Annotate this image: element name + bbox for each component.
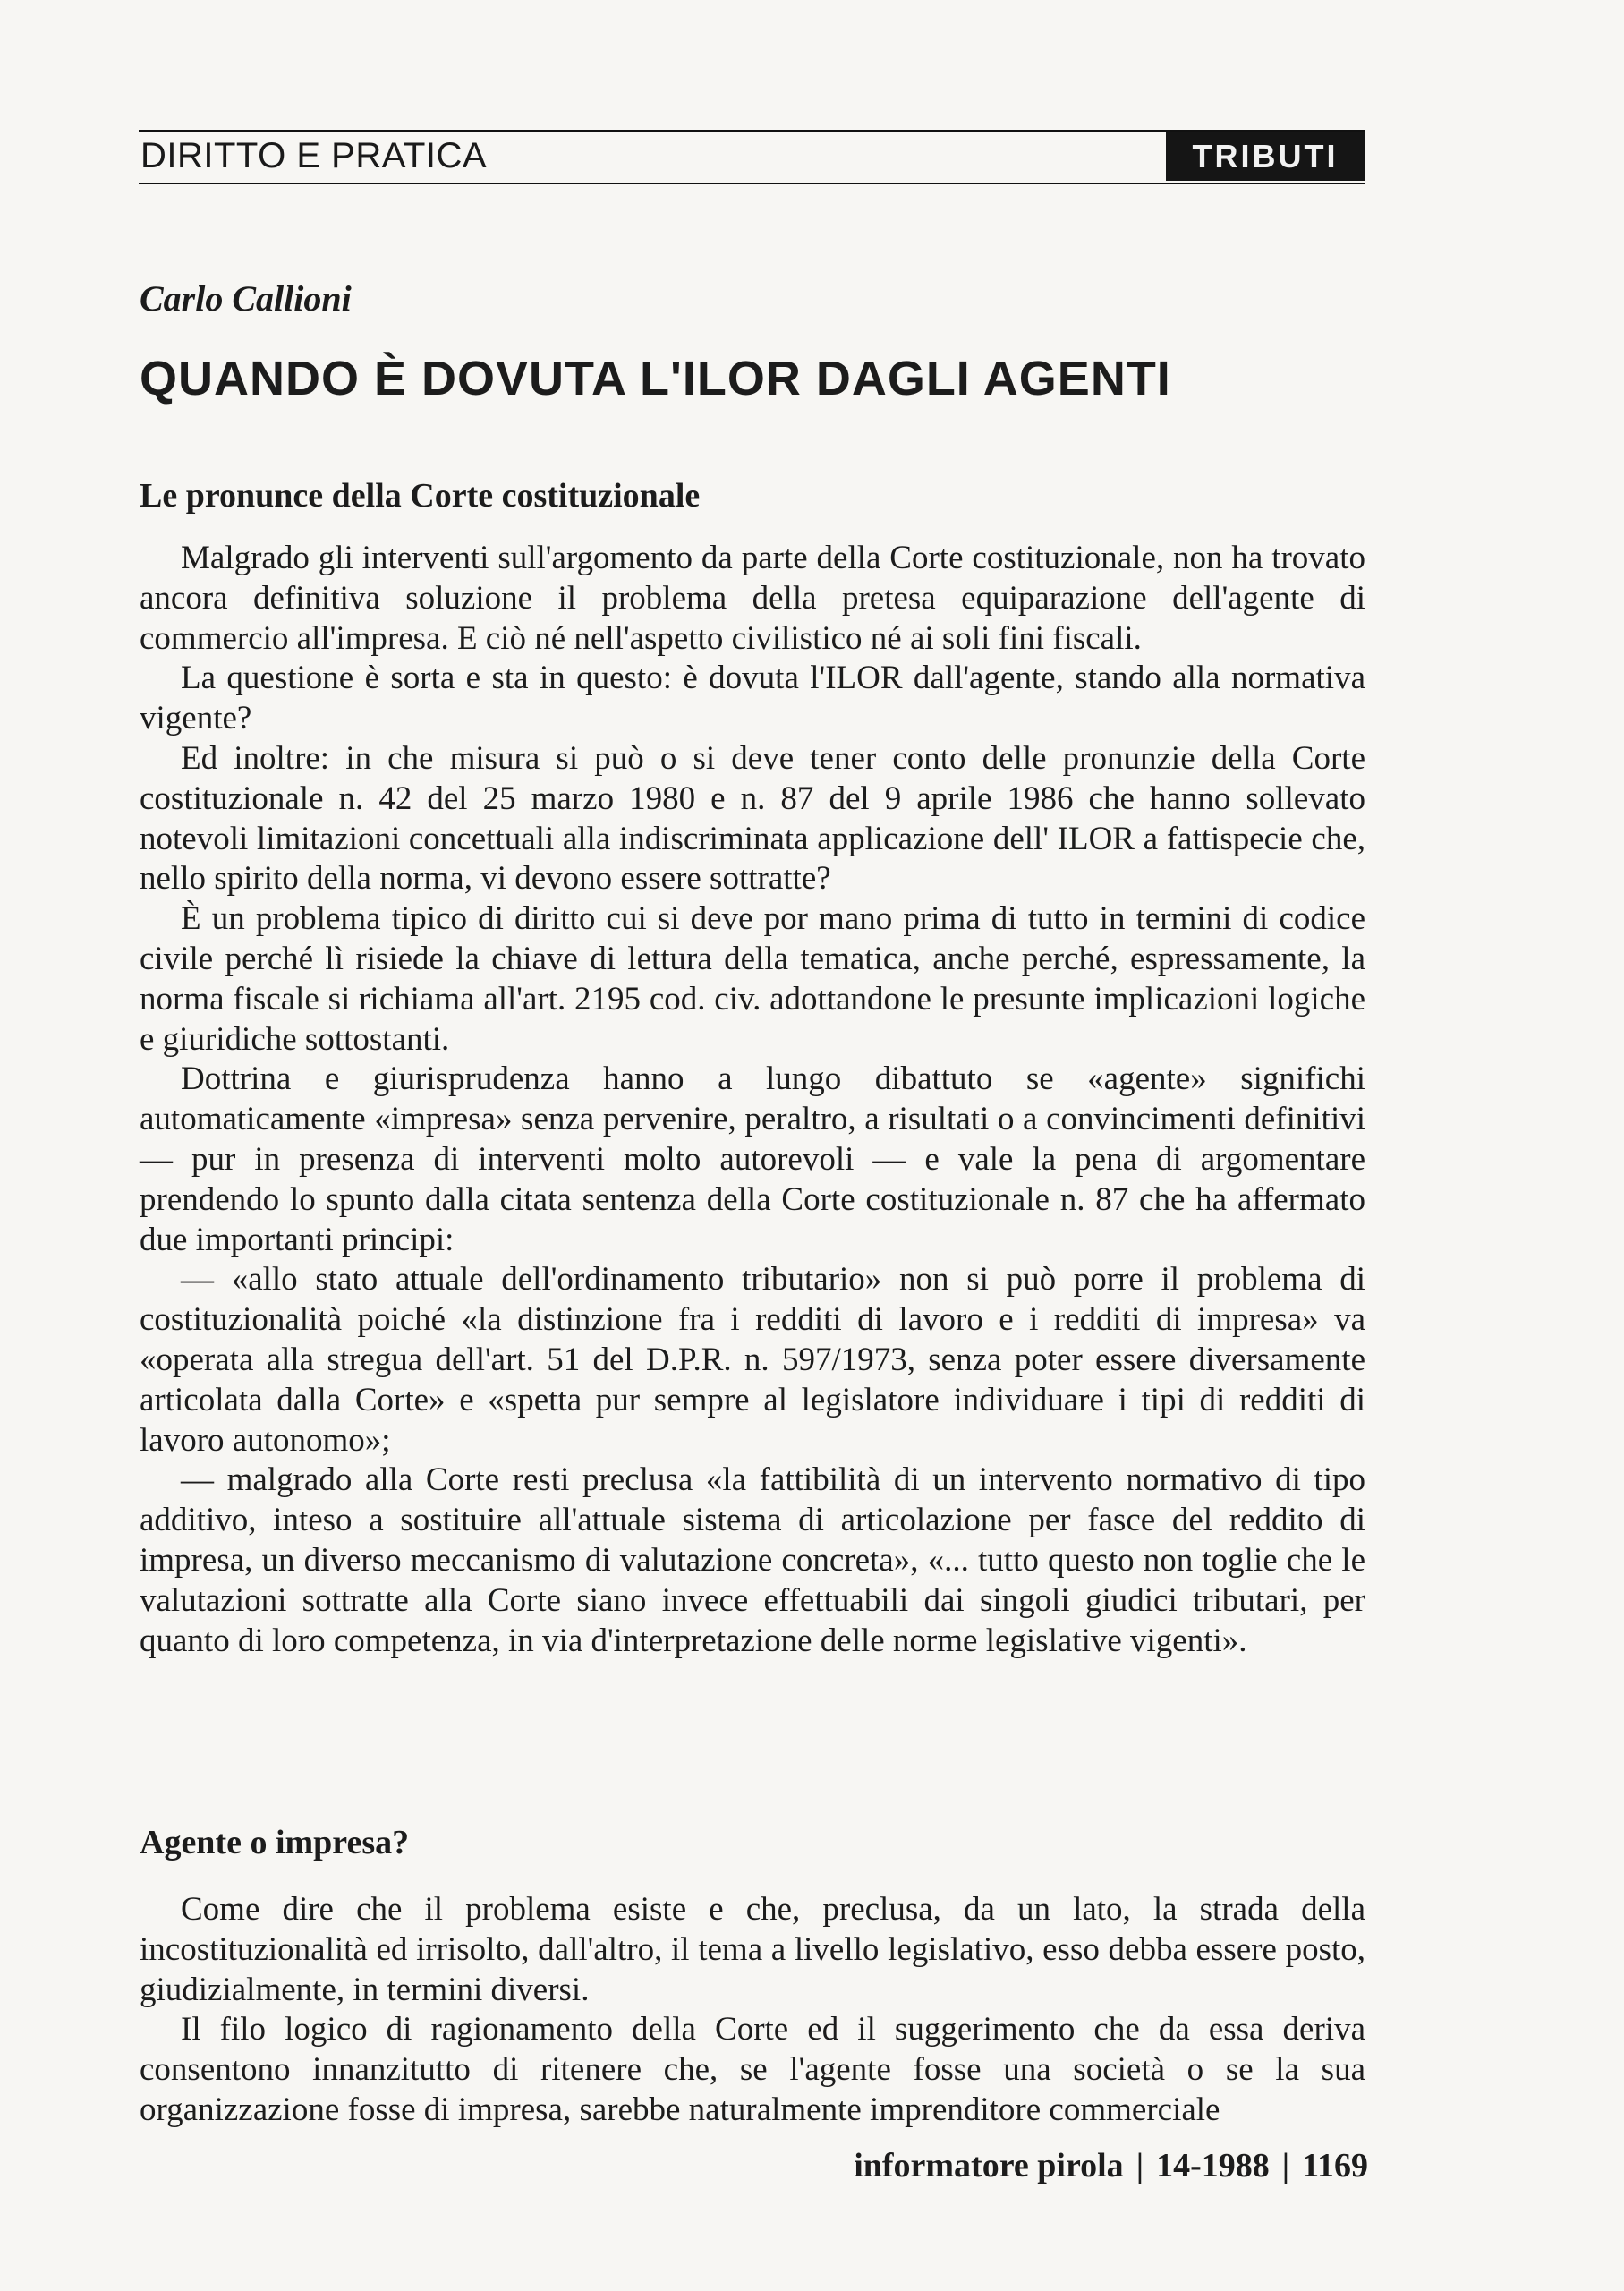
section-heading-1: Le pronunce della Corte costituzionale <box>140 477 701 515</box>
paragraph: Come dire che il problema esiste e che, preclusa, da un lato, la strada della incostituzionalità ed irrisolto, dall'altro, il tema a livello legislativo, esso debba essere posto, giudizialmente, in termini diversi. <box>140 1891 1365 2008</box>
section-heading-2: Agente o impresa? <box>140 1824 410 1861</box>
paragraph: Ed inoltre: in che misura si può o si deve tener conto delle pronunzie della Corte costituzionale n. 42 del 25 marzo 1980 e n. 87 del 9 aprile 1986 che hanno sollevato notevoli limitazioni concettuali alla indiscriminata applicazione dell' ILOR a fattispecie che, nello spirito della norma, vi devono essere sottratte? <box>140 739 1365 898</box>
paragraph: Dottrina e giurisprudenza hanno a lungo dibattuto se «agente» significhi automaticamente «impresa» senza pervenire, peraltro, a risultati o a convincimenti definitivi — pur in presenza di interventi molto autorevoli — e vale la pena di argomentare prendendo lo spunto dalla citata sentenza della Corte costituzionale n. 87 che ha affermato due importanti principi: <box>140 1060 1365 1258</box>
paragraph: La questione è sorta e sta in questo: è dovuta l'ILOR dall'agente, stando alla normativa vigente? <box>140 660 1365 737</box>
paragraph: Il filo logico di ragionamento della Corte ed il suggerimento che da essa deriva consentono innanzitutto di ritenere che, se l'agente fosse una società o se la sua organizzazione fosse di impresa, sarebbe naturalmente imprenditore commerciale <box>140 2011 1365 2128</box>
section-label: DIRITTO E PRATICA <box>140 136 488 175</box>
page-footer: informatore pirola | 14-1988 | 1169 <box>854 2147 1368 2185</box>
article-title: QUANDO È DOVUTA L'ILOR DAGLI AGENTI <box>140 352 1171 405</box>
section-1-body <box>140 539 1365 1661</box>
publication-name: informatore pirola <box>854 2147 1124 2185</box>
running-header <box>139 130 1365 184</box>
section-2-body <box>140 1890 1365 2131</box>
article-author: Carlo Callioni <box>140 278 352 319</box>
paragraph: Malgrado gli interventi sull'argomento da parte della Corte costituzionale, non ha trovato ancora definitiva soluzione il problema della pretesa equiparazione dell'agente di commercio all'impresa. E ciò né nell'aspetto civilistico né ai soli fini fiscali. <box>140 540 1365 657</box>
rubric-tag: TRIBUTI <box>1166 132 1365 181</box>
issue-number: 14-1988 <box>1156 2147 1270 2185</box>
paragraph: — malgrado alla Corte resti preclusa «la fattibilità di un intervento normativo di tipo additivo, inteso a sostituire all'attuale sistema di articolazione per fasce del reddito di impresa, un diverso meccanismo di valutazione concreta», «... tutto questo non toglie che le valutazioni sottratte alla Corte siano invece effettuabili dai singoli giudici tributari, per quanto di loro competenza, in via d'interpretazione delle norme legislative vigenti». <box>140 1461 1365 1659</box>
paragraph: È un problema tipico di diritto cui si deve por mano prima di tutto in termini di codice civile perché lì risiede la chiave di lettura della tematica, anche perché, espressamente, la norma fiscale si richiama all'art. 2195 cod. civ. adottandone le presunte implicazioni logiche e giuridiche sottostanti. <box>140 900 1365 1058</box>
paragraph: — «allo stato attuale dell'ordinamento tributario» non si può porre il problema di costituzionalità poiché «la distinzione fra i redditi di lavoro e i redditi di impresa» va «operata alla stregua dell'art. 51 del D.P.R. n. 597/1973, senza poter essere diversamente articolata dalla Corte» e «spetta pur sempre al legislatore individuare i tipi di redditi di lavoro autonomo»; <box>140 1261 1365 1459</box>
page-number: 1169 <box>1302 2147 1368 2185</box>
